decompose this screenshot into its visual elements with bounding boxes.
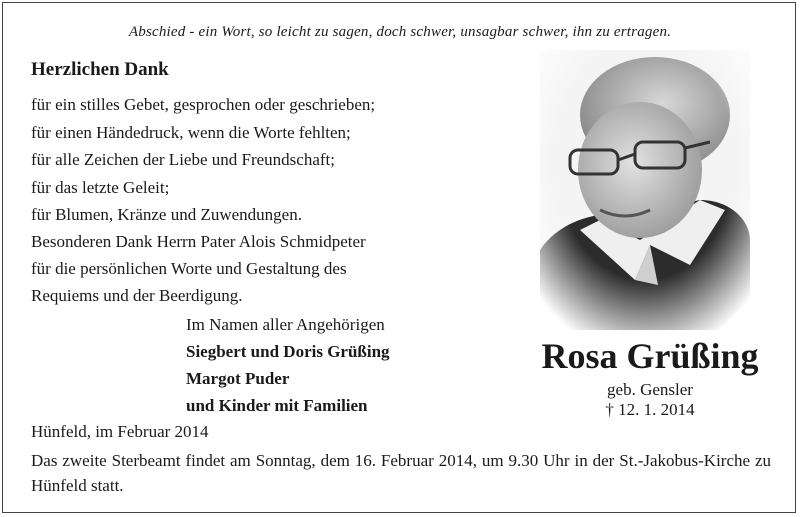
signature-name: Margot Puder xyxy=(186,369,290,388)
thanks-line: für das letzte Geleit; xyxy=(31,177,170,197)
signature-block xyxy=(186,311,390,419)
thanks-line: für einen Händedruck, wenn die Worte fehlten; xyxy=(31,122,351,142)
service-line: Das zweite Sterbeamt findet am Sonntag, dem 16. Februar 2014, um 9.30 Uhr in der xyxy=(31,451,615,470)
signature-name: und Kinder mit Familien xyxy=(186,396,368,415)
signature-intro: Im Namen aller Angehörigen xyxy=(186,315,385,334)
portrait-photo-icon xyxy=(540,50,750,330)
special-thanks xyxy=(31,228,366,309)
special-thanks-line: für die persönlichen Worte und Gestaltung des xyxy=(31,259,347,278)
heading: Herzlichen Dank xyxy=(31,59,169,80)
maiden-name: geb. Gensler xyxy=(607,380,693,399)
signature-name: Siegbert und Doris Grüßing xyxy=(186,342,390,361)
thanks-line: für alle Zeichen der Liebe und Freundschaft; xyxy=(31,150,335,169)
death-date: † 12. 1. 2014 xyxy=(605,400,695,419)
special-thanks-line: Besonderen Dank Herrn Pater Alois Schmidpeter xyxy=(31,232,366,251)
service-notice xyxy=(31,448,771,498)
service-line: St.-Jakobus-Kirche zu Hünfeld statt. xyxy=(31,451,772,495)
special-thanks-line: Requiems und der Beerdigung. xyxy=(31,286,243,305)
thanks-line: für Blumen, Kränze und Zuwendungen. xyxy=(31,205,302,224)
thanks-line: für ein stilles Gebet, gesprochen oder geschrieben; xyxy=(31,95,376,114)
place-date: Hünfeld, im Februar 2014 xyxy=(31,422,209,441)
motto: Abschied - ein Wort, so leicht zu sagen, doch schwer, unsagbar schwer, ihn zu ertragen. xyxy=(128,24,672,40)
thanks-list xyxy=(31,91,375,229)
deceased-name: Rosa Grüßing xyxy=(541,336,759,376)
